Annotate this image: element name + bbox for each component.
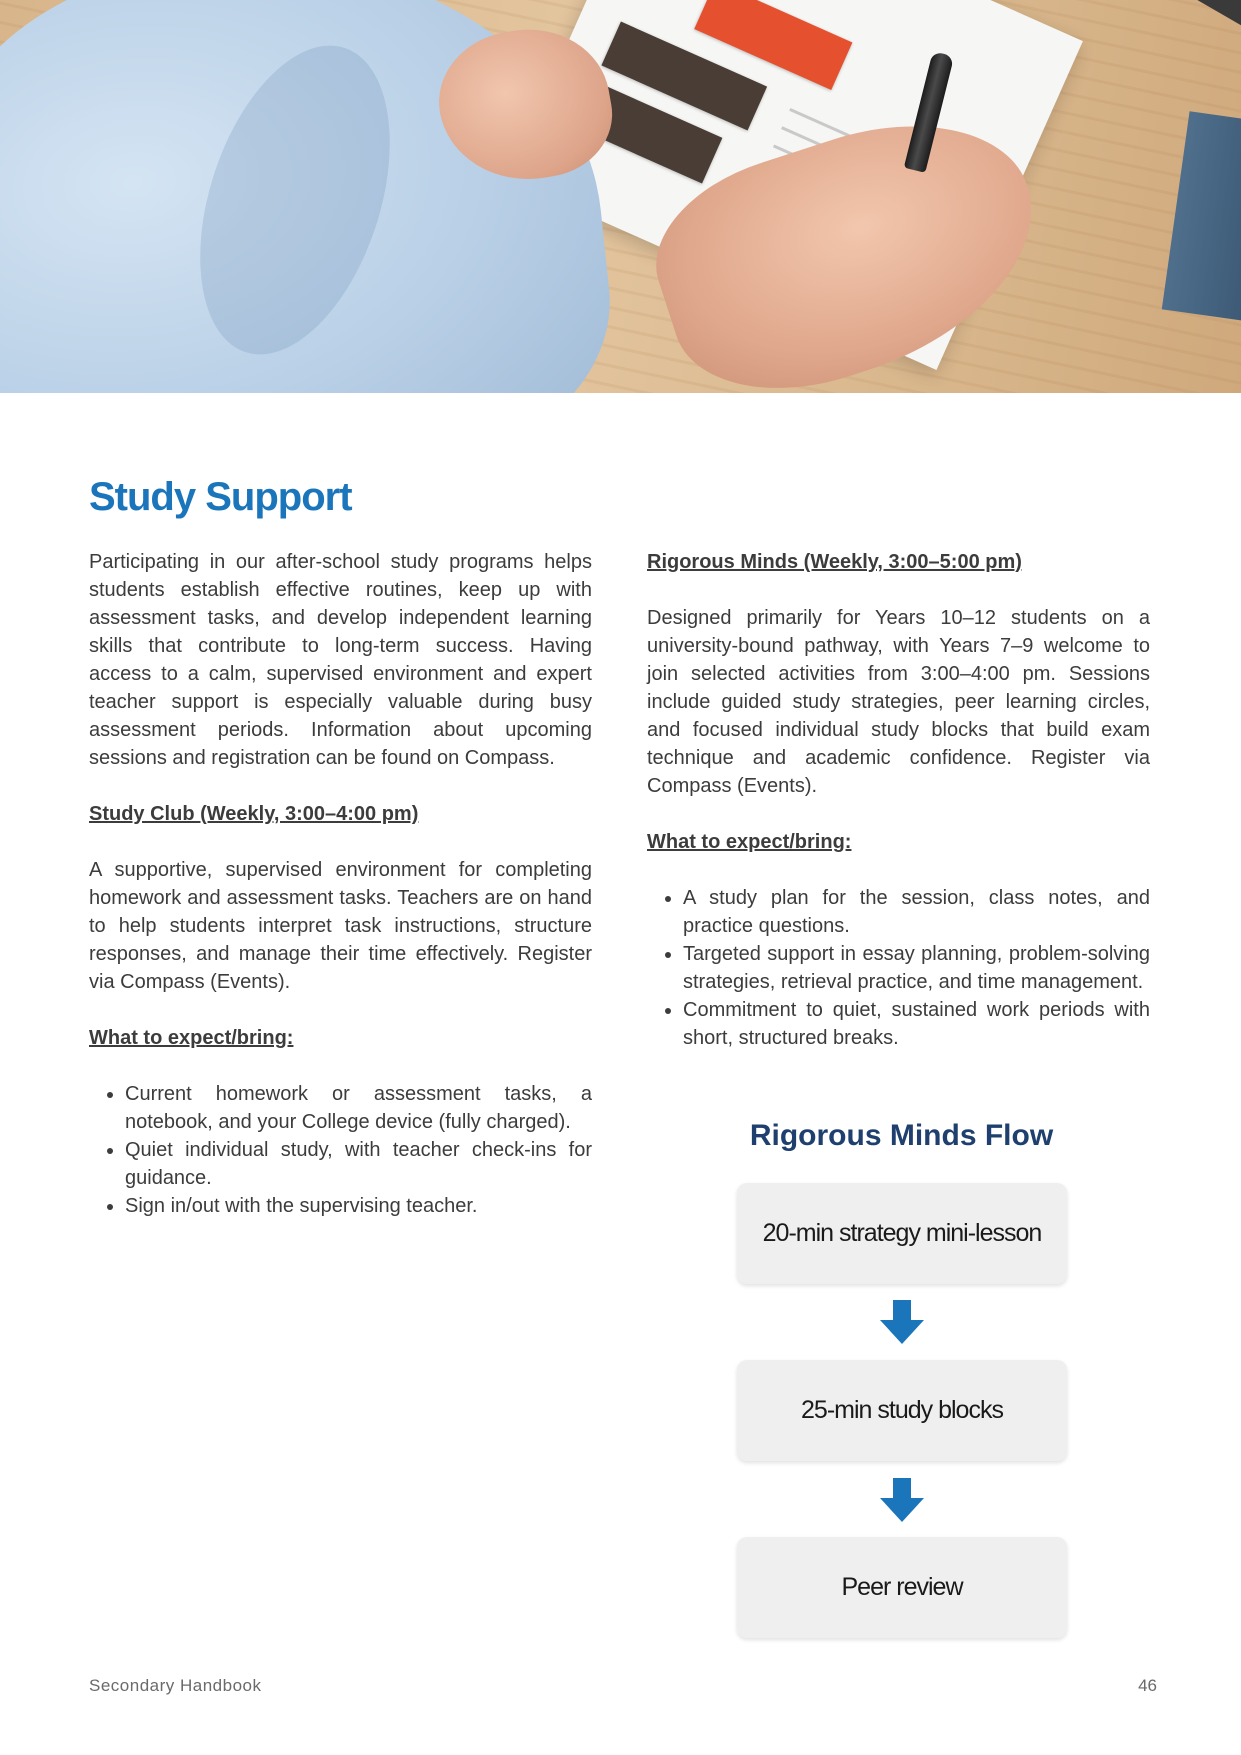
list-item: • Targeted support in essay planning, problem-solving strategies, retrieval practice, and time management. [683,940,1150,996]
flow-step: 25-min study blocks [737,1360,1067,1461]
list-item: • Sign in/out with the supervising teacher. [125,1192,592,1220]
list-item: • Current homework or assessment tasks, a notebook, and your College device (fully charged). [125,1080,592,1136]
footer-handbook-label: Secondary Handbook [89,1676,262,1695]
rigorous-minds-paragraph: Designed primarily for Years 10–12 students on a university-bound pathway, with Years 7–9 welcome to join selected activities from 3:00–4:00 pm. Sessions include guided study strategies, peer learning circles, and focused individual study blocks that build exam technique and academic confidence. Register via Compass (Events). [647,607,1150,797]
list-item: • Commitment to quiet, sustained work periods with short, structured breaks. [683,996,1150,1052]
page-number: 46 [1138,1676,1157,1695]
expect-heading: What to expect/bring: [89,1027,294,1049]
intro-paragraph: Participating in our after-school study programs helps students establish effective routines, keep up with assessment tasks, and develop independent learning skills that contribute to long-term success. Having access to a calm, supervised environment and expert teacher support is especially valuable during busy assessment periods. Information about upcoming sessions and registration can be found on Compass. [89,551,592,769]
rigorous-minds-heading: Rigorous Minds (Weekly, 3:00–5:00 pm) [647,551,1022,573]
hero-photo [0,0,1241,393]
arrow-down-icon [878,1298,926,1346]
page-title: Study Support [89,475,352,519]
study-club-paragraph: A supportive, supervised environment for completing homework and assessment tasks. Teachers are on hand to help students interpret task instructions, structure responses, and manage their time effectively. Register via Compass (Events). [89,859,592,993]
flow-title: Rigorous Minds Flow [749,1119,1054,1152]
rigorous-minds-list [647,884,1150,1052]
list-item: • Quiet individual study, with teacher check-ins for guidance. [125,1136,592,1192]
left-column [89,548,592,1248]
flow-step: Peer review [737,1537,1067,1638]
arrow-down-icon [878,1476,926,1524]
right-column [647,548,1150,1080]
study-club-heading: Study Club (Weekly, 3:00–4:00 pm) [89,803,419,825]
expect-heading: What to expect/bring: [647,831,852,853]
flow-step: 20-min strategy mini-lesson [737,1183,1067,1284]
list-item: • A study plan for the session, class notes, and practice questions. [683,884,1150,940]
study-club-list [89,1080,592,1220]
